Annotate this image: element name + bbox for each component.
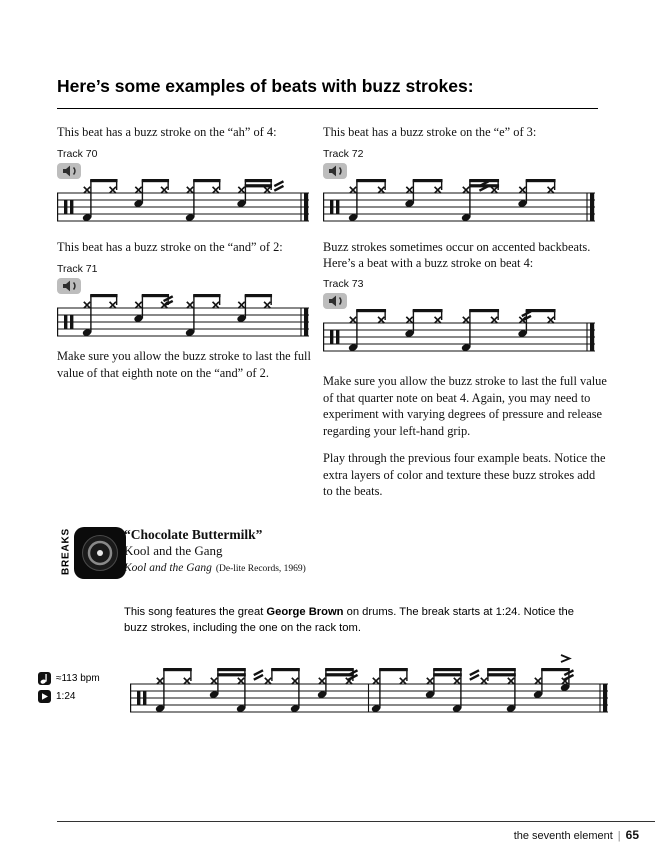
caption-line-2: Here’s a beat with a buzz stroke on beat 4:	[323, 255, 534, 270]
example-track-71	[57, 240, 319, 338]
song-artist: Kool and the Gang	[124, 543, 223, 558]
song-info	[124, 526, 306, 577]
song-description	[124, 604, 596, 636]
footer-brand: the seventh element	[513, 830, 613, 842]
quarter-note-icon	[38, 672, 51, 685]
tempo-marker	[38, 672, 100, 685]
break-start-time: 1:24	[56, 691, 76, 702]
caption-line-1: Buzz strokes sometimes occur on accented backbeats.	[323, 240, 591, 254]
speaker-icon	[57, 163, 81, 179]
drum-notation-staff	[57, 171, 309, 223]
footer-rule	[57, 821, 655, 822]
footer-page-number: 65	[625, 828, 639, 842]
example-track-70	[57, 125, 319, 223]
playback-markers	[38, 672, 100, 708]
example-caption: This beat has a buzz stroke on the “e” of 3:	[323, 125, 537, 139]
track-label: Track 72	[323, 147, 364, 160]
drummer-name: George Brown	[266, 606, 344, 618]
play-icon	[38, 690, 51, 703]
note-text-right-1: Make sure you allow the buzz stroke to last the full value of that quarter note on beat 4. Again, you may need to experiment with varying degrees of pressure and release regarding your left-hand grip.	[323, 374, 607, 438]
drum-notation-staff	[323, 171, 595, 223]
speaker-icon	[57, 278, 81, 294]
vinyl-record-icon	[74, 527, 126, 579]
description-pre: This song features the great	[124, 606, 267, 618]
album-details: (De-lite Records, 1969)	[215, 564, 306, 574]
drum-notation-staff	[323, 301, 595, 353]
breaks-sidebar-label: BREAKS	[60, 527, 72, 576]
example-track-72	[323, 125, 603, 223]
speaker-icon	[323, 293, 347, 309]
tempo-value: ≈113 bpm	[56, 673, 100, 684]
track-label: Track 73	[323, 278, 364, 290]
example-caption	[323, 240, 603, 271]
example-track-73	[323, 240, 603, 353]
note-text-left: Make sure you allow the buzz stroke to last the full value of that eighth note on the “and” of 2.	[57, 349, 311, 380]
speaker-icon	[323, 163, 347, 179]
song-title: “Chocolate Buttermilk”	[124, 527, 263, 542]
note-text-right-2: Play through the previous four example beats. Notice the extra layers of color and texture these buzz strokes add to the beats.	[323, 451, 606, 498]
description-post: on drums. The break starts at 1:24. Notice the buzz strokes, including the one on the rack tom.	[124, 606, 574, 634]
drum-notation-staff-full	[130, 650, 608, 722]
footer	[514, 828, 639, 842]
drum-notation-staff	[57, 286, 309, 338]
heading-rule	[57, 108, 598, 109]
album-name: Kool and the Gang	[124, 562, 212, 574]
page-heading: Here’s some examples of beats with buzz strokes:	[57, 76, 474, 96]
example-caption: This beat has a buzz stroke on the “and” of 2:	[57, 240, 283, 254]
track-label: Track 70	[57, 147, 98, 160]
time-marker	[38, 690, 100, 703]
track-label: Track 71	[57, 262, 98, 275]
song-album	[124, 559, 306, 577]
example-caption: This beat has a buzz stroke on the “ah” of 4:	[57, 125, 277, 139]
footer-separator: |	[617, 830, 621, 842]
